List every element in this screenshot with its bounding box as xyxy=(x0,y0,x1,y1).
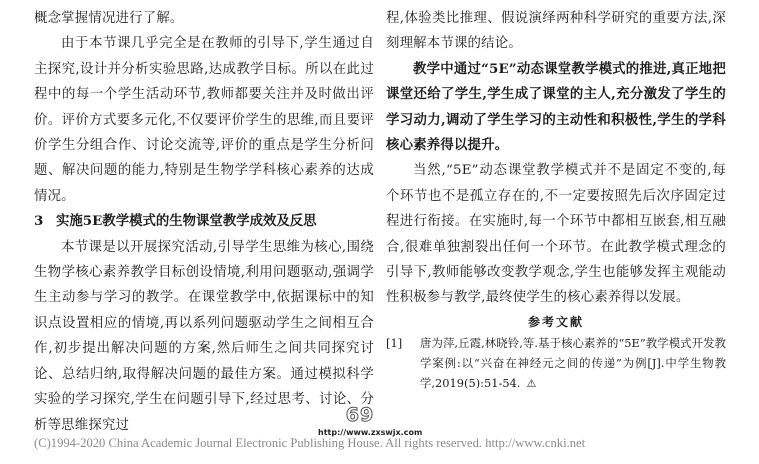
left-paragraph-continued: 概念掌握情况进行了解。 xyxy=(34,11,184,26)
reference-number: [1] xyxy=(386,335,403,350)
reference-text: 唐为萍,丘霞,林晓铃,等.基于核心素养的“5E”教学模式开发教学案例:以“兴奋在神经元之间的传递”为例[J].中学生物教学,2019(5):51-54. xyxy=(420,335,726,390)
reference-text-wrapper xyxy=(420,333,726,394)
left-paragraph-evaluation: 由于本节课几乎完全是在教师的引导下,学生通过自主探究,设计并分析实验思路,达成教学目标。所以在此过程中的每一个学生活动环节,教师都要关注并及时做出评价。评价方式要多元化,不仅要评价学生的思维,而且要评价学生分组合作、讨论交流等,评价的重点是学生分析问题、解决问题的能力,特别是生物学学科核心素养的达成情况。 xyxy=(34,36,374,204)
left-column xyxy=(34,6,374,438)
right-paragraph-continued: 程,体验类比推理、假说演绎两种科学研究的重要方法,深刻理解本节课的结论。 xyxy=(386,11,726,52)
left-paragraph-reflection: 本节课是以开展探究活动,引导学生思维为核心,围绕生物学核心素养教学目标创设情境,利用问题驱动,强调学生主动参与学习的教学。在课堂教学中,依据课标中的知识点设置相应的情境,再以系列问题驱动学生之间相互合作,初步提出解决问题的方案,然后师生之间共同探究讨论、总结归纳,取得解决问题的最佳方案。通过模拟科学实验的学习探究,学生在问题引导下,经过思考、讨论、分析等思维探究过 xyxy=(34,239,374,433)
copyright-footer: (C)1994-2020 China Academic Journal Electronic Publishing House. All rights reserved. http://www.cnki.net xyxy=(34,436,586,450)
right-column xyxy=(386,6,726,394)
right-paragraph-5e-flexibility: 当然,“5E”动态课堂教学模式并不是固定不变的,每个环节也不是孤立存在的,不一定要按照先后次序固定过程进行衔接。在实施时,每一个环节中都相互嵌套,相互融合,很难单独割裂出任何一个环节。在此教学模式理念的引导下,教师能够改变教学观念,学生也能够发挥主观能动性积极参与教学,最终使学生的核心素养得以发展。 xyxy=(386,163,726,306)
section-heading xyxy=(34,209,374,234)
right-paragraph-5e-results: 教学中通过“5E”动态课堂教学模式的推进,真正地把课堂还给了学生,学生成了课堂的主人,充分激发了学生的学习动力,调动了学生学习的主动性和积极性,学生的学科核心素养得以提升。 xyxy=(386,60,726,154)
page-number: 69 xyxy=(345,404,375,426)
watermark-url: http://www.zxswjx.com xyxy=(318,428,423,437)
references-heading: 参考文献 xyxy=(527,314,584,329)
reference-item xyxy=(386,333,726,394)
warning-triangle-icon: ⚠ xyxy=(526,376,537,390)
section-number: 3 xyxy=(34,213,44,230)
section-title: 实施5E教学模式的生物课堂教学成效及反思 xyxy=(56,213,317,230)
